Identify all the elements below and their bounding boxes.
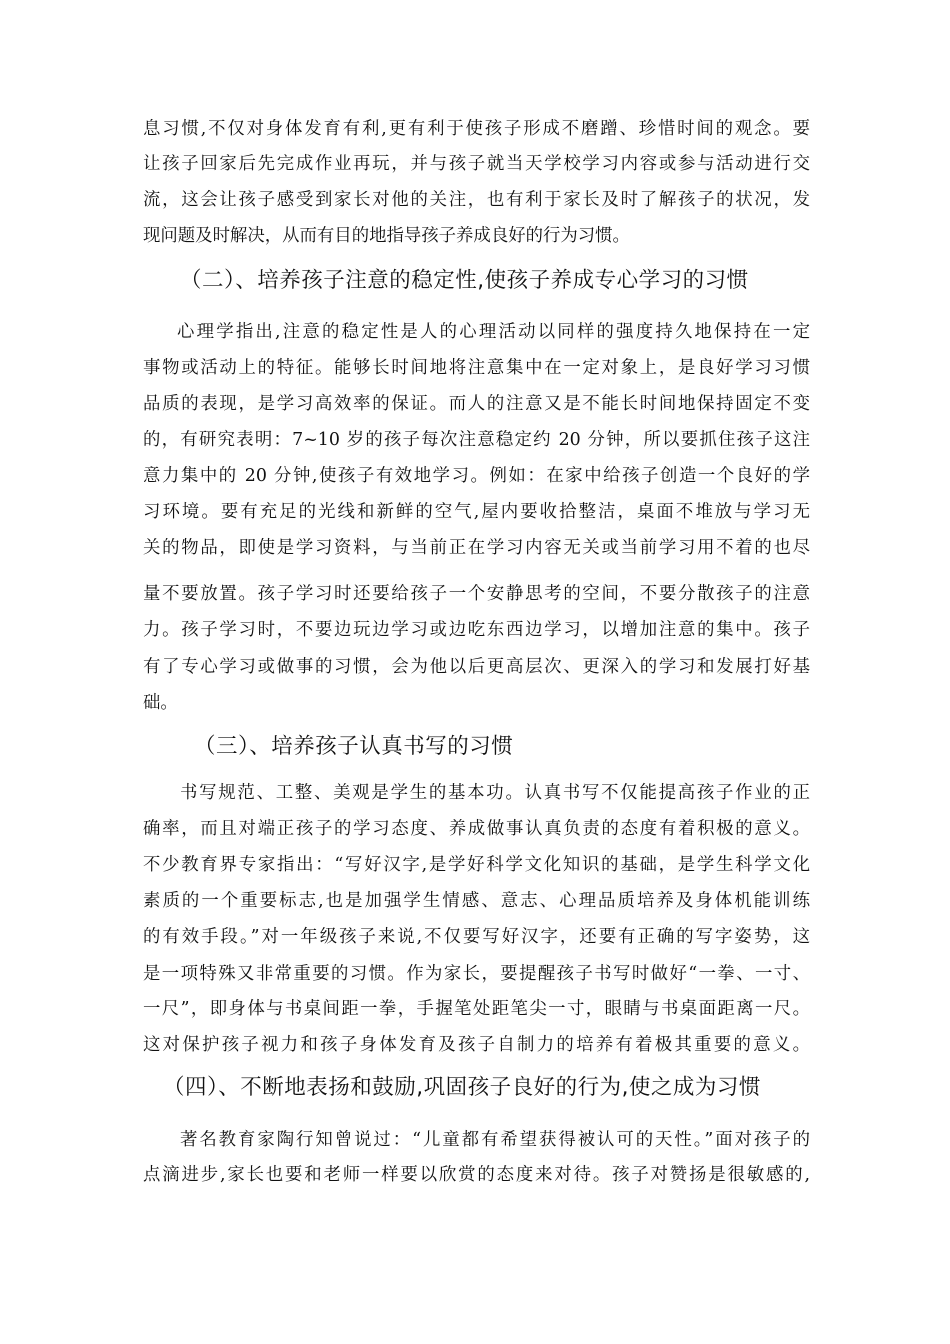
paragraph-line: 著名教育家陶行知曾说过：“儿童都有希望获得被认可的天性。”面对孩子的: [180, 1130, 810, 1150]
paragraph-line: 品质的表现，是学习高效率的保证。而人的注意又是不能长时间地保持固定不变: [143, 394, 810, 414]
paragraph-line: 书写规范、工整、美观是学生的基本功。认真书写不仅能提高孩子作业的正: [180, 783, 810, 803]
paragraph-line: 让孩子回家后先完成作业再玩，并与孩子就当天学校学习内容或参与活动进行交: [143, 154, 810, 174]
paragraph-line: 量不要放置。孩子学习时还要给孩子一个安静思考的空间，不要分散孩子的注意: [143, 584, 810, 604]
section-heading: （三）、培养孩子认真书写的习惯: [194, 734, 514, 759]
paragraph-line: 素质的一个重要标志,也是加强学生情感、意志、心理品质培养及身体机能训练: [143, 891, 810, 911]
paragraph-line: 流，这会让孩子感受到家长对他的关注，也有利于家长及时了解孩子的状况，发: [143, 190, 810, 210]
paragraph-line: 础。: [143, 693, 178, 713]
paragraph-line: 是一项特殊又非常重要的习惯。作为家长，要提醒孩子书写时做好“一拳、一寸、: [143, 964, 810, 984]
paragraph-line: 的有效手段。”对一年级孩子来说,不仅要写好汉字，还要有正确的写字姿势，这: [143, 927, 810, 947]
section-heading: （四）、不断地表扬和鼓励,巩固孩子良好的行为,使之成为习惯: [163, 1075, 761, 1100]
section-heading: （二）、培养孩子注意的稳定性,使孩子养成专心学习的习惯: [180, 268, 749, 293]
paragraph-line: 关的物品，即使是学习资料，与当前正在学习内容无关或当前学习用不着的也尽: [143, 538, 810, 558]
paragraph-line: 息习惯,不仅对身体发育有利,更有利于使孩子形成不磨蹭、珍惜时间的观念。要: [143, 119, 810, 139]
paragraph-line: 习环境。要有充足的光线和新鲜的空气,屋内要收拾整洁，桌面不堆放与学习无: [143, 502, 810, 522]
paragraph-line: 这对保护孩子视力和孩子身体发育及孩子自制力的培养有着极其重要的意义。: [143, 1035, 810, 1055]
paragraph-line: 一尺”，即身体与书桌间距一拳，手握笔处距笔尖一寸，眼睛与书桌面距离一尺。: [143, 999, 810, 1019]
paragraph-line: 意力集中的 20 分钟,使孩子有效地学习。例如：在家中给孩子创造一个良好的学: [143, 466, 810, 486]
paragraph-line: 事物或活动上的特征。能够长时间地将注意集中在一定对象上，是良好学习习惯: [143, 358, 810, 378]
paragraph-line: 不少教育界专家指出：“写好汉字,是学好科学文化知识的基础，是学生科学文化: [143, 855, 810, 875]
paragraph-line: 有了专心学习或做事的习惯，会为他以后更高层次、更深入的学习和发展打好基: [143, 657, 810, 677]
paragraph-line: 点滴进步,家长也要和老师一样要以欣赏的态度来对待。孩子对赞扬是很敏感的,: [143, 1165, 810, 1185]
paragraph-line: 的，有研究表明：7~10 岁的孩子每次注意稳定约 20 分钟，所以要抓住孩子这注: [143, 430, 810, 450]
paragraph-line: 心理学指出,注意的稳定性是人的心理活动以同样的强度持久地保持在一定: [177, 322, 810, 342]
paragraph-line: 力。孩子学习时，不要边玩边学习或边吃东西边学习，以增加注意的集中。孩子: [143, 620, 810, 640]
paragraph-line: 现问题及时解决，从而有目的地指导孩子养成良好的行为习惯。: [143, 226, 630, 246]
paragraph-line: 确率，而且对端正孩子的学习态度、养成做事认真负责的态度有着积极的意义。: [143, 819, 810, 839]
